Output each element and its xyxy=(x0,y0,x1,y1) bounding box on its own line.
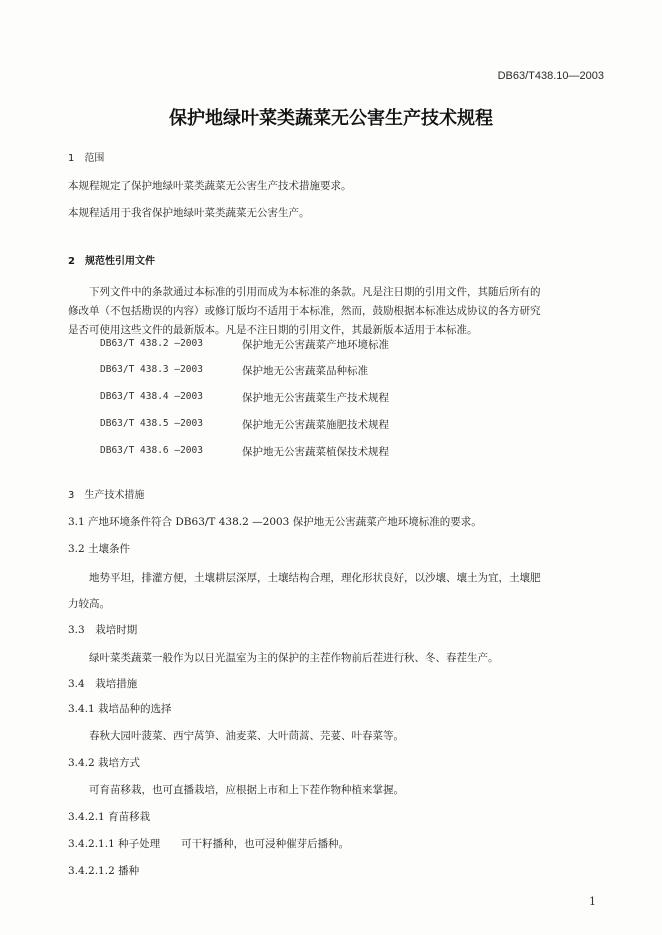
section-3-heading: 3 生产技术措施 xyxy=(68,490,145,501)
section-3-2-line-1: 地势平坦，排灌方便，土壤耕层深厚，土壤结构合理，理化形状良好，以沙壤、壤土为宜，土壤肥 xyxy=(89,572,541,584)
reference-title: 保护地无公害蔬菜植保技术规程 xyxy=(242,446,389,458)
section-2-line-3: 是否可使用这些文件的最新版本。凡是不注日期的引用文件，其最新版本适用于本标准。 xyxy=(68,324,478,336)
section-2-line-2: 修改单（不包括勘误的内容）或修订版均不适用于本标准，然而，鼓励根据本标准达成协议的各方研究 xyxy=(68,305,541,317)
section-3-3-heading: 3.3 栽培时期 xyxy=(68,624,138,636)
document-title: 保护地绿叶菜类蔬菜无公害生产技术规程 xyxy=(169,108,493,129)
section-2-line-1: 下列文件中的条款通过本标准的引用而成为本标准的条款。凡是注日期的引用文件，其随后所有的 xyxy=(89,286,541,298)
reference-title: 保护地无公害蔬菜生产技术规程 xyxy=(242,392,389,404)
section-3-4-heading: 3.4 栽培措施 xyxy=(68,678,138,690)
section-2-paragraph xyxy=(68,283,598,340)
section-3-4-2-1-1: 3.4.2.1.1 种子处理 可干籽播种，也可浸种催芽后播种。 xyxy=(68,838,350,850)
reference-title: 保护地无公害蔬菜产地环境标准 xyxy=(242,339,389,351)
section-3-2-line-2: 力较高。 xyxy=(68,598,110,610)
section-3-4-2-heading: 3.4.2 栽培方式 xyxy=(68,757,141,769)
reference-title: 保护地无公害蔬菜施肥技术规程 xyxy=(242,419,389,431)
section-2-heading: 2 规范性引用文件 xyxy=(68,256,155,267)
section-3-2-heading: 3.2 土壤条件 xyxy=(68,543,131,555)
document-number: DB63/T438.10—2003 xyxy=(497,70,604,82)
section-3-3-text: 绿叶菜类蔬菜一般作为以日光温室为主的保护的主茬作物前后茬进行秋、冬、春茬生产。 xyxy=(89,652,499,664)
reference-title: 保护地无公害蔬菜品种标准 xyxy=(242,365,368,377)
reference-code: DB63/T 438.2 —2003 xyxy=(100,338,203,349)
section-3-4-2-text: 可育苗移栽，也可直播栽培，应根据上市和上下茬作物种植来掌握。 xyxy=(89,784,404,796)
section-3-1: 3.1 产地环境条件符合 DB63/T 438.2 —2003 保护地无公害蔬菜产地环境标准的要求。 xyxy=(68,516,482,528)
reference-code: DB63/T 438.6 —2003 xyxy=(100,445,203,456)
section-1-paragraph-1: 本规程规定了保护地绿叶菜类蔬菜无公害生产技术措施要求。 xyxy=(68,180,352,192)
section-3-4-2-1: 3.4.2.1 育苗移栽 xyxy=(68,811,151,823)
section-3-4-1-text: 春秋大园叶菠菜、西宁莴笋、油麦菜、大叶茼蒿、芫荽、叶春菜等。 xyxy=(89,730,404,742)
section-1-paragraph-2: 本规程适用于我省保护地绿叶菜类蔬菜无公害生产。 xyxy=(68,207,310,219)
reference-code: DB63/T 438.5 —2003 xyxy=(100,418,203,429)
reference-code: DB63/T 438.4 —2003 xyxy=(100,391,203,402)
page-number: 1 xyxy=(589,895,596,908)
section-3-4-2-1-2: 3.4.2.1.2 播种 xyxy=(68,865,140,877)
reference-code: DB63/T 438.3 —2003 xyxy=(100,364,203,375)
section-1-heading: 1 范围 xyxy=(68,153,105,164)
section-3-4-1-heading: 3.4.1 栽培品种的选择 xyxy=(68,703,172,715)
